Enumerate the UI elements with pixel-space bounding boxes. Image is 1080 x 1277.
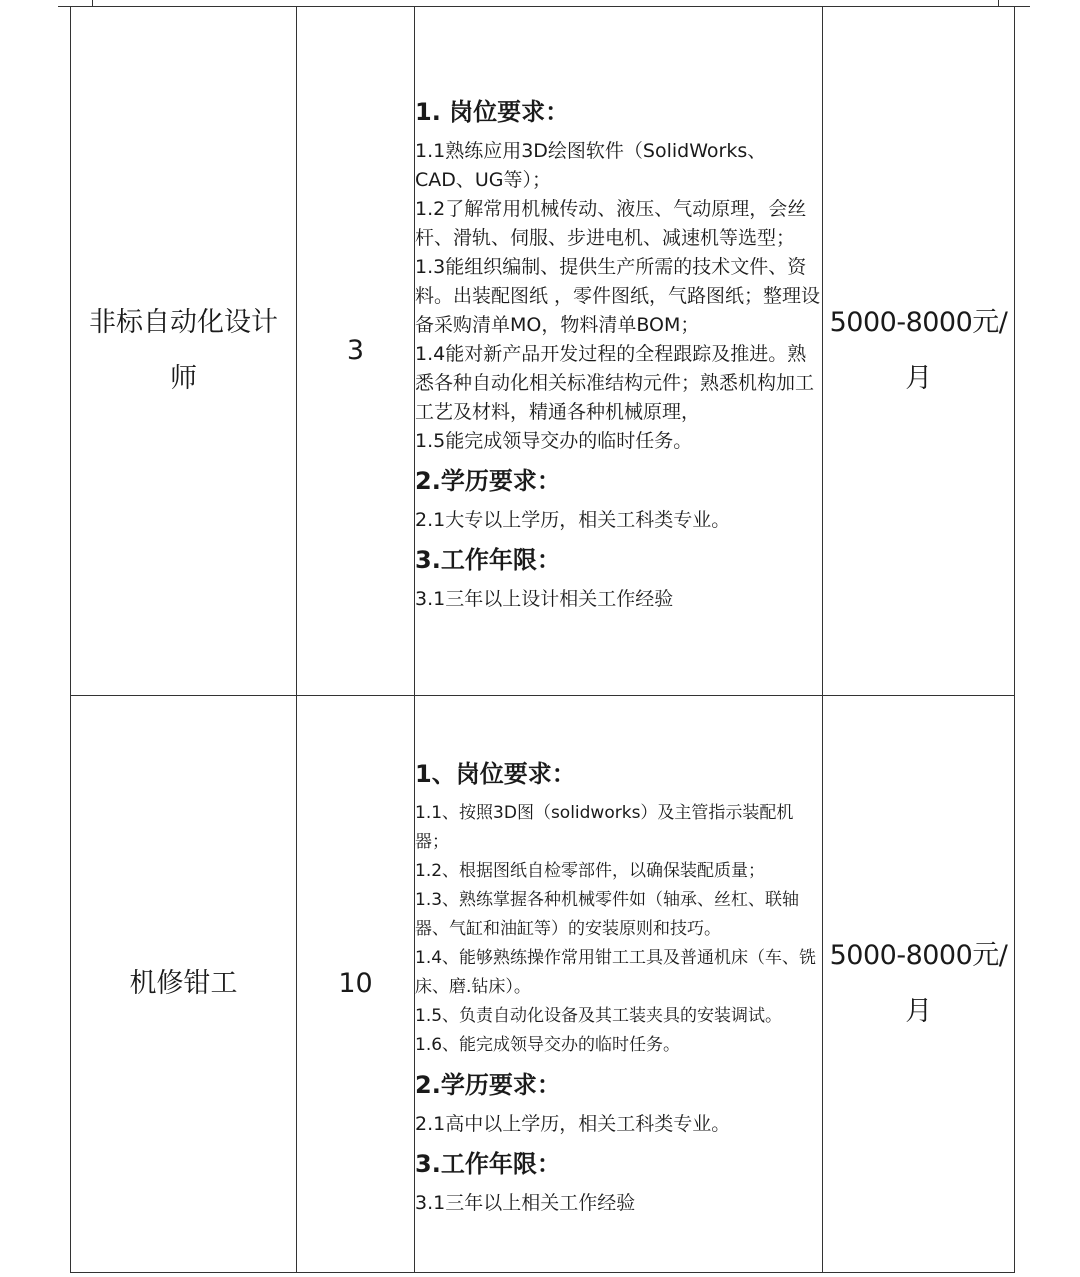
requirement-item: 3.1三年以上相关工作经验 [415, 1191, 636, 1214]
job-title: 机修钳工 [129, 968, 238, 999]
headcount-cell [297, 7, 415, 696]
requirements-cell [415, 7, 823, 696]
requirement-item: 1.2、根据图纸自检零部件，以确保装配质量； [415, 860, 766, 881]
requirement-item: 2.1高中以上学历，相关工科类专业。 [415, 1112, 731, 1135]
requirement-item: 1.1熟练应用3D绘图软件（SolidWorks、CAD、UG等）； [415, 139, 767, 191]
requirement-item: 1.6、能完成领导交办的临时任务。 [415, 1034, 681, 1055]
requirement-item: 1.4、能够熟练操作常用钳工工具及普通机床（车、铣床、磨.钻床）。 [415, 947, 817, 997]
headcount-cell [297, 696, 415, 1273]
job-title-cell [71, 7, 297, 696]
requirement-item: 1.1、按照3D图（solidworks）及主管指示装配机器； [415, 802, 794, 852]
table-row [71, 7, 1015, 696]
salary: 5000-8000元/月 [829, 307, 1008, 394]
job-listing-table [70, 6, 1015, 1273]
headcount: 3 [346, 335, 365, 366]
job-title-cell [71, 696, 297, 1273]
requirement-item: 1.3能组织编制、提供生产所需的技术文件、资料。出装配图纸 ，零件图纸，气路图纸；整理设备采购清单MO，物料清单BOM； [415, 255, 821, 336]
section-heading: 2.学历要求： [415, 466, 561, 495]
requirement-item: 1.4能对新产品开发过程的全程跟踪及推进。熟悉各种自动化相关标准结构元件；熟悉机构加工工艺及材料，精通各种机械原理， [415, 342, 815, 423]
requirement-item: 1.5能完成领导交办的临时任务。 [415, 429, 693, 452]
requirement-item: 2.1大专以上学历，相关工科类专业。 [415, 508, 731, 531]
table-row [71, 696, 1015, 1273]
requirement-item: 1.5、负责自动化设备及其工装夹具的安装调试。 [415, 1005, 783, 1026]
salary-cell [823, 7, 1015, 696]
section-heading: 3.工作年限： [415, 545, 561, 574]
section-heading: 2.学历要求： [415, 1070, 561, 1099]
section-heading: 1、岗位要求： [415, 759, 576, 788]
requirement-item: 1.2了解常用机械传动、液压、气动原理，会丝杆、滑轨、伺服、步进电机、减速机等选型； [415, 197, 807, 249]
section-heading: 3.工作年限： [415, 1149, 561, 1178]
salary: 5000-8000元/月 [829, 940, 1008, 1027]
requirement-item: 3.1三年以上设计相关工作经验 [415, 587, 674, 610]
headcount: 10 [338, 968, 373, 999]
section-heading: 1. 岗位要求： [415, 97, 570, 126]
requirements-cell [415, 696, 823, 1273]
job-title: 非标自动化设计师 [89, 307, 278, 394]
requirement-item: 1.3、熟练掌握各种机械零件如（轴承、丝杠、联轴器、气缸和油缸等）的安装原则和技巧。 [415, 889, 800, 939]
salary-cell [823, 696, 1015, 1273]
